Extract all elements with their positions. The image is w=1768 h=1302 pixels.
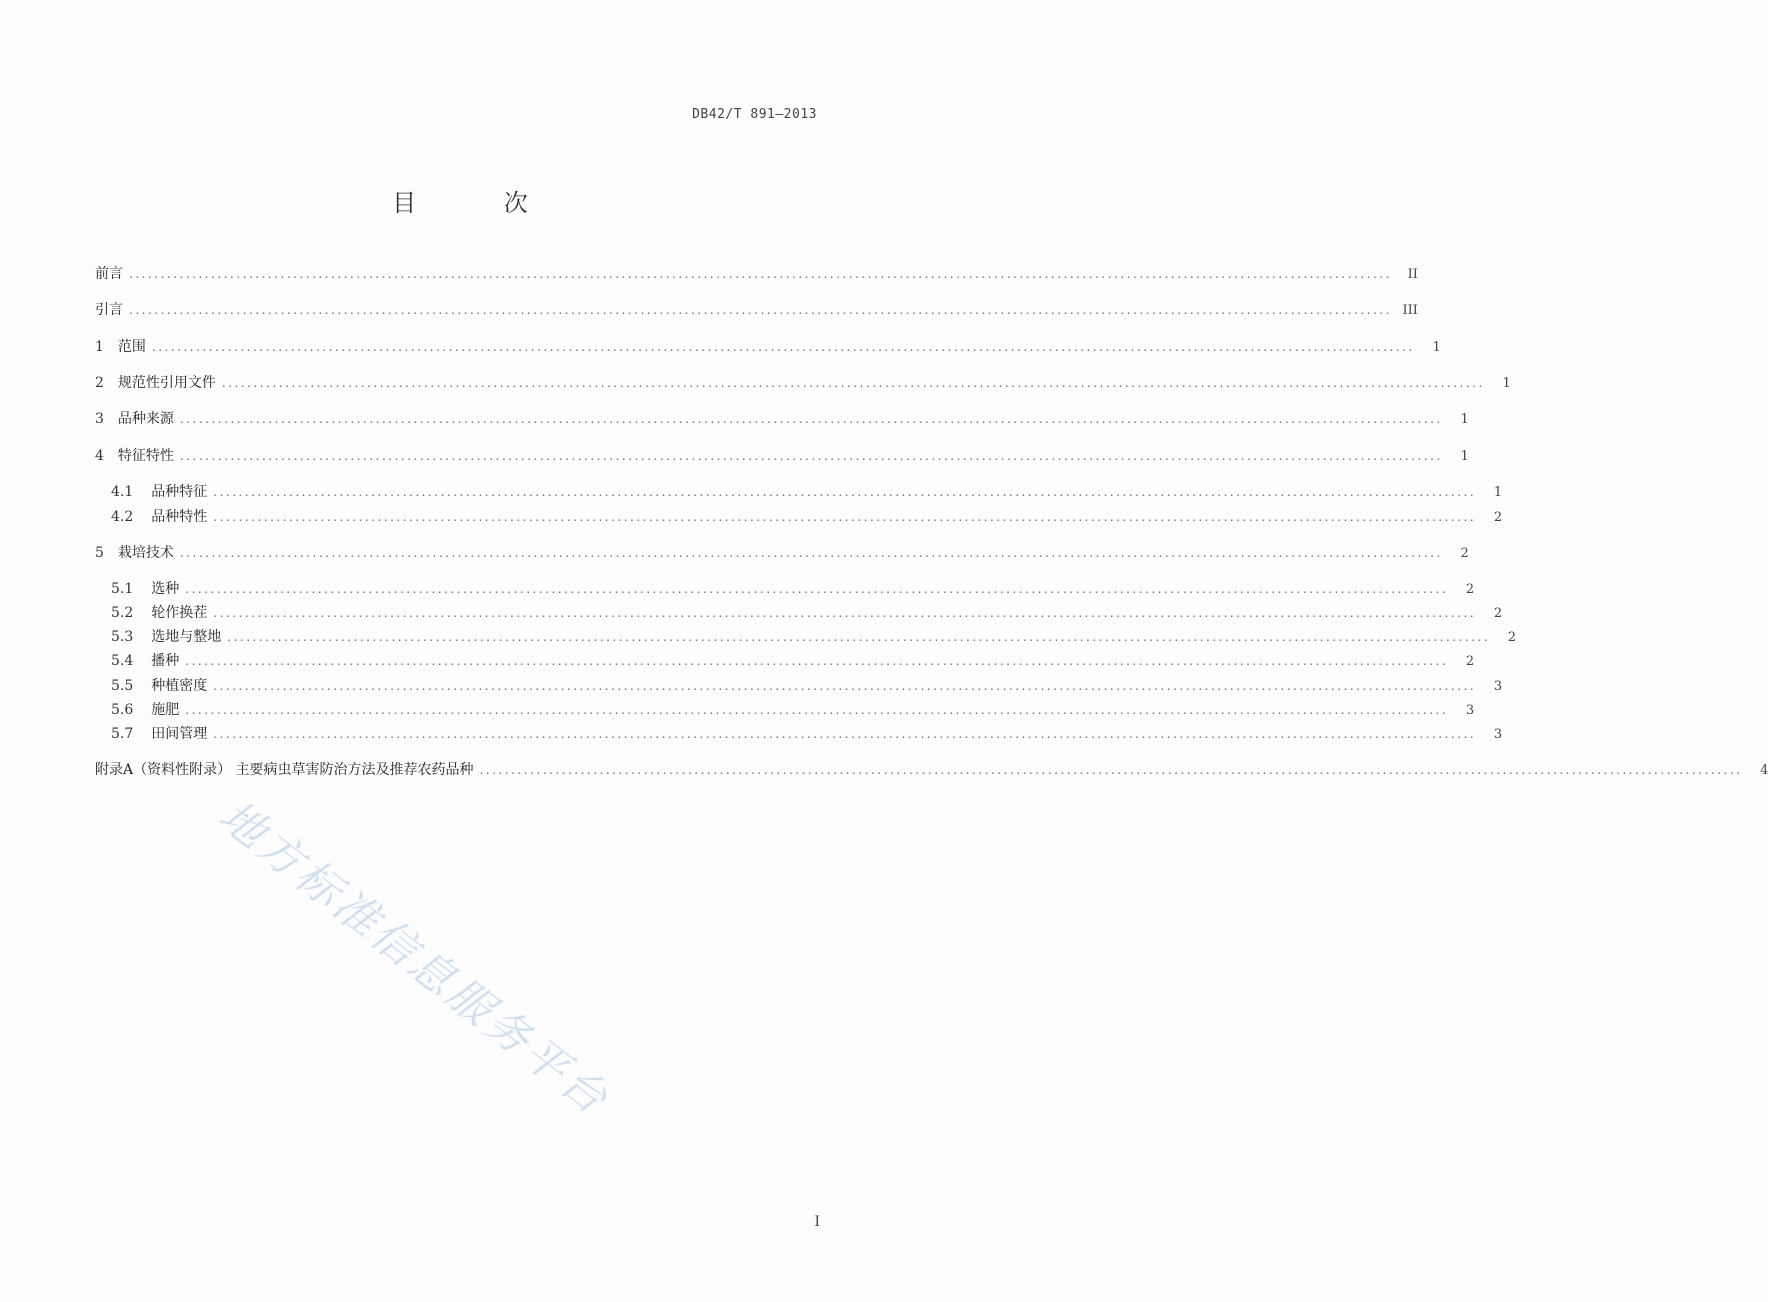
toc-entry-number: 5.7: [111, 726, 134, 742]
toc-entry-title: 规范性引用文件: [117, 375, 216, 391]
toc-entry-page: 2: [1460, 546, 1469, 561]
toc-entry-page: III: [1402, 303, 1418, 318]
toc-entry: [111, 699, 1475, 721]
toc-entry-number: 5.4: [111, 653, 134, 669]
toc-dot-leader: ........................................................................................................................................................................................................: [185, 654, 1449, 668]
toc-entry-number: 5.2: [111, 605, 134, 621]
toc-entry-page: 4: [1760, 763, 1768, 778]
document-code: DB42/T 891—2013: [692, 107, 817, 122]
table-of-contents: [95, 0, 1768, 800]
toc-entry-page: 3: [1465, 703, 1475, 718]
toc-entry: [111, 481, 1503, 503]
toc-entry-title: 前言: [95, 266, 123, 282]
toc-entry-page: 2: [1465, 654, 1475, 669]
toc-entry: [95, 299, 1418, 321]
toc-entry-title: 田间管理: [151, 726, 208, 742]
toc-entry-title: 播种: [151, 653, 180, 669]
watermark: 地方标准信息服务平台: [209, 790, 620, 1127]
toc-entry-title: 选地与整地: [151, 629, 222, 645]
page-number: I: [814, 1214, 820, 1230]
toc-entry-page: 3: [1493, 679, 1503, 694]
toc-dot-leader: ........................................................................................................................................................................................................: [179, 449, 1443, 463]
toc-entry-page: 2: [1493, 510, 1503, 525]
toc-entry-number: 5.6: [111, 702, 134, 718]
toc-entry-number: 5.1: [111, 581, 134, 597]
toc-entry-number: 4.2: [111, 509, 134, 525]
toc-entry-page: 1: [1460, 449, 1469, 464]
toc-entry-number: 4: [95, 448, 104, 464]
toc-entry-title: 品种特征: [151, 484, 208, 500]
toc-entry: [95, 372, 1511, 394]
toc-dot-leader: ........................................................................................................................................................................................................: [213, 606, 1477, 620]
toc-entry: [111, 650, 1475, 672]
toc-entry-number: 5.5: [111, 678, 134, 694]
toc-entry-number: 2: [95, 375, 104, 391]
toc-entry: [111, 723, 1503, 745]
toc-entry: [95, 445, 1469, 467]
toc-entry-title: 范围: [117, 339, 146, 355]
toc-entry-page: 1: [1460, 412, 1469, 427]
toc-entry-title: 品种特性: [151, 509, 208, 525]
toc-entry: [111, 602, 1503, 624]
toc-entry-number: 1: [95, 339, 104, 355]
toc-entry-title: 栽培技术: [117, 545, 174, 561]
toc-entry-title: 种植密度: [151, 678, 208, 694]
toc-dot-leader: ........................................................................................................................................................................................................: [221, 376, 1485, 390]
toc-dot-leader: ........................................................................................................................................................................................................: [213, 510, 1477, 524]
toc-entry: [95, 408, 1469, 430]
toc-dot-leader: ........................................................................................................................................................................................................: [479, 763, 1743, 777]
toc-entry: [95, 263, 1418, 285]
toc-entry-title: 施肥: [151, 702, 180, 718]
toc-dot-leader: ........................................................................................................................................................................................................: [185, 582, 1449, 596]
toc-entry-number: 5: [95, 545, 104, 561]
toc-entry: [111, 675, 1503, 697]
toc-dot-leader: ........................................................................................................................................................................................................: [213, 679, 1477, 693]
toc-entry: [111, 626, 1517, 648]
toc-entry-page: 2: [1465, 582, 1475, 597]
toc-entry: [111, 578, 1475, 600]
toc-entry-page: 1: [1502, 376, 1511, 391]
toc-dot-leader: ........................................................................................................................................................................................................: [151, 340, 1415, 354]
toc-entry-title: 选种: [151, 581, 180, 597]
toc-entry: [111, 506, 1503, 528]
toc-entry: [95, 542, 1469, 564]
toc-dot-leader: ........................................................................................................................................................................................................: [129, 267, 1392, 281]
page-title: 目 次: [392, 189, 568, 217]
toc-entry-title: 品种来源: [117, 411, 174, 427]
toc-entry-number: 5.3: [111, 629, 134, 645]
toc-dot-leader: ........................................................................................................................................................................................................: [185, 703, 1449, 717]
toc-dot-leader: ........................................................................................................................................................................................................: [129, 303, 1392, 317]
toc-entry-page: 2: [1507, 630, 1517, 645]
toc-entry: [95, 336, 1441, 358]
toc-entry-title: 附录A（资料性附录） 主要病虫草害防治方法及推荐农药品种: [95, 762, 474, 778]
toc-dot-leader: ........................................................................................................................................................................................................: [213, 727, 1477, 741]
toc-dot-leader: ........................................................................................................................................................................................................: [179, 412, 1443, 426]
toc-dot-leader: ........................................................................................................................................................................................................: [179, 546, 1443, 560]
toc-entry-title: 引言: [95, 302, 123, 318]
toc-entry-title: 轮作换茬: [151, 605, 208, 621]
toc-dot-leader: ........................................................................................................................................................................................................: [213, 485, 1477, 499]
toc-entry-page: II: [1407, 267, 1418, 282]
toc-entry-page: 1: [1493, 485, 1503, 500]
toc-entry: [95, 759, 1768, 781]
toc-entry-page: 3: [1493, 727, 1503, 742]
toc-entry-number: 3: [95, 411, 104, 427]
toc-entry-page: 1: [1432, 340, 1441, 355]
toc-dot-leader: ........................................................................................................................................................................................................: [227, 630, 1491, 644]
toc-entry-page: 2: [1493, 606, 1503, 621]
toc-entry-number: 4.1: [111, 484, 134, 500]
toc-entry-title: 特征特性: [117, 448, 174, 464]
